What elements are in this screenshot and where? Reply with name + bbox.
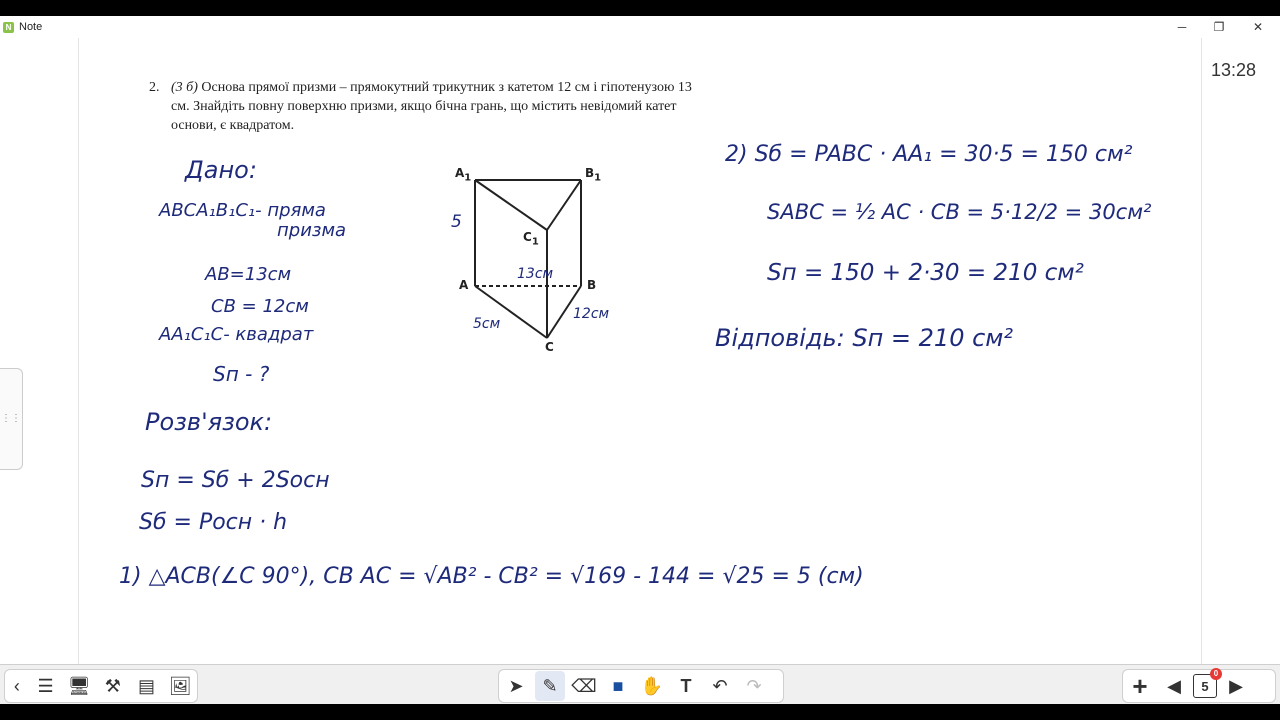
title-bar (0, 16, 1280, 38)
right-tool-group (1122, 669, 1276, 703)
note-page[interactable] (78, 38, 1202, 664)
minimize-button[interactable]: ─ (1177, 20, 1187, 34)
solution-formula-1: Sп = Sб + 2Sосн (141, 468, 330, 493)
image-icon[interactable]: 🖼 (168, 675, 192, 696)
task-number: 2. (149, 80, 160, 95)
eraser-tool-icon[interactable]: ⌫ (571, 675, 597, 696)
clock: 13:28 (1210, 60, 1256, 80)
tools-icon[interactable]: ⚒ (104, 675, 121, 696)
next-page-icon[interactable]: ▶ (1229, 675, 1243, 696)
given-heading: Дано: (185, 156, 257, 184)
left-tool-group (4, 669, 198, 703)
given-line-4: CB = 12см (211, 296, 309, 317)
whiteboard-icon[interactable]: ▤ (138, 675, 156, 696)
text-tool-icon[interactable]: T (680, 675, 692, 696)
window-title: Note (19, 21, 43, 33)
given-line-5: AA₁C₁C- квадрат (159, 324, 314, 345)
undo-icon[interactable]: ↶ (712, 675, 728, 696)
select-tool-icon[interactable]: ➤ (508, 675, 524, 696)
label-c: C (545, 340, 554, 354)
close-button[interactable]: ✕ (1252, 20, 1264, 34)
label-a: A (459, 278, 469, 292)
label-c1: $C_1$ (523, 230, 539, 248)
given-line-6: Sп - ? (213, 362, 270, 386)
screen-bottom-edge (0, 704, 1280, 720)
collapse-left-icon[interactable]: ‹ (13, 675, 20, 696)
label-height: 5 (451, 212, 462, 232)
task-text (149, 78, 709, 135)
task-points: (3 б) (171, 80, 198, 95)
restore-button[interactable]: ❐ (1213, 20, 1225, 34)
given-line-1: ABCA₁B₁C₁- пряма (159, 200, 326, 221)
solution-formula-2: Sб = Pосн · h (139, 510, 288, 535)
center-tool-group (498, 669, 784, 703)
solution-step-2: 2) Sб = PABC · AA₁ = 30·5 = 150 см² (725, 142, 1133, 167)
label-ab: 13см (517, 266, 554, 282)
answer: Відповідь: Sп = 210 см² (715, 324, 1014, 352)
solution-step-1: 1) △ACB(∠C 90°), CB AC = √AB² - CB² = √169 - 144 = √25 = 5 (см) (119, 564, 864, 589)
edge-a1-c1 (475, 180, 547, 230)
given-line-3: AB=13см (205, 264, 292, 285)
screen-icon[interactable]: 🖥 (67, 675, 91, 696)
label-ac: 5см (473, 316, 501, 332)
redo-icon[interactable]: ↷ (746, 675, 762, 696)
page-number: 5 (1201, 678, 1209, 694)
menu-icon[interactable]: ☰ (37, 675, 54, 696)
pan-tool-icon[interactable]: ✋ (640, 675, 664, 696)
solution-heading: Розв'язок: (145, 408, 273, 436)
page-counter[interactable] (1193, 669, 1219, 698)
label-cb: 12см (573, 306, 610, 322)
given-line-2: призма (277, 220, 347, 241)
solution-step-2b: SABC = ½ AC · CB = 5·12/2 = 30см² (767, 200, 1152, 224)
shape-tool-icon[interactable]: ■ (612, 675, 624, 696)
label-b: B (587, 278, 597, 292)
pen-tool-icon[interactable]: ✎ (535, 671, 565, 701)
solution-step-2c: Sп = 150 + 2·30 = 210 см² (767, 260, 1084, 286)
label-a1: $A_1$ (455, 166, 472, 184)
edge-b1-c1 (547, 180, 581, 230)
add-page-icon[interactable]: + (1132, 670, 1148, 701)
bottom-toolbar (0, 664, 1280, 705)
app-icon: N (3, 22, 14, 33)
task-statement: Основа прямої призми – прямокутний трикутник з катетом 12 см і гіпотенузою 13 см. Знайдіть повну поверхню призми, якщо бічна грань, що містить невідомий катет основи, є квадратом. (171, 80, 692, 133)
workspace (0, 38, 1280, 664)
side-panel-handle[interactable]: ⋮⋮ (0, 368, 23, 470)
page-badge: 0 (1210, 668, 1222, 680)
label-b1: $B_1$ (585, 166, 602, 184)
previous-page-icon[interactable]: ◀ (1167, 675, 1181, 696)
prism-figure (439, 158, 639, 358)
